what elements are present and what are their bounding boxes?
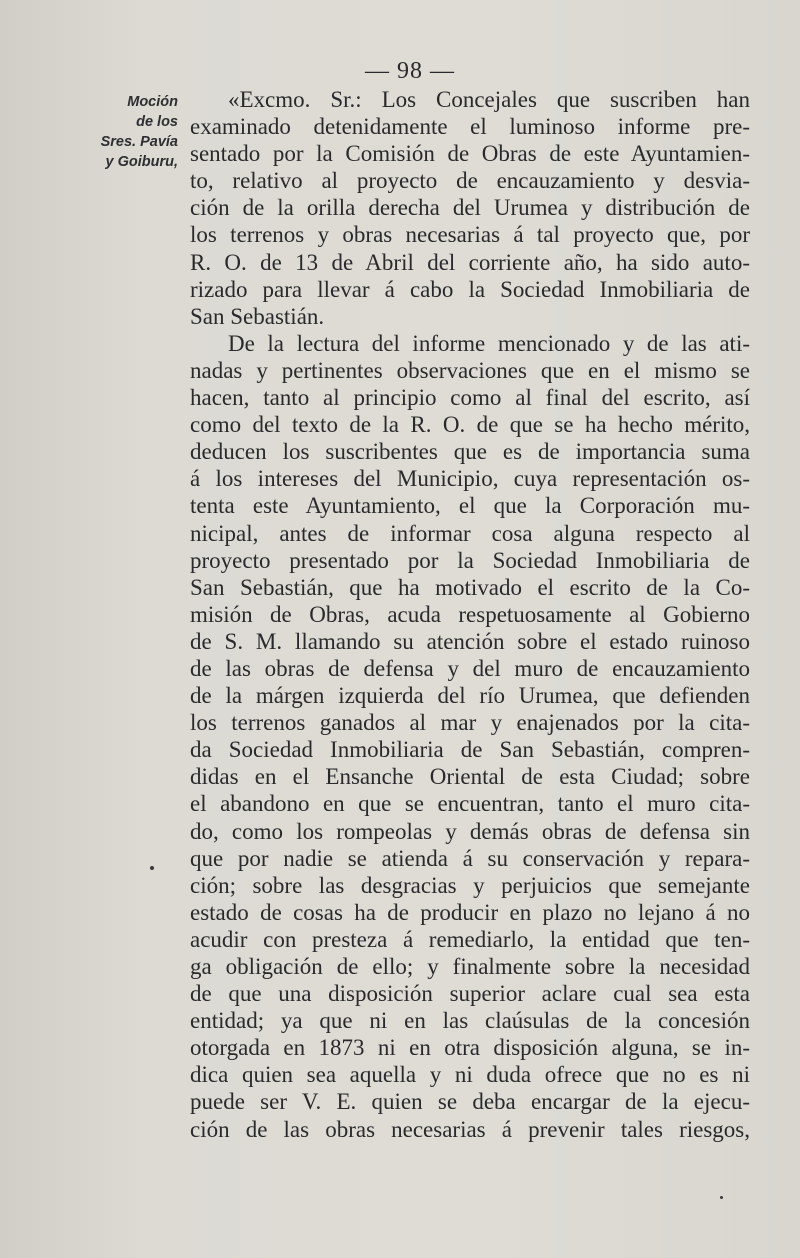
text-line: de las obras de defensa y del muro de encauzamiento (190, 655, 750, 681)
margin-note-line: Sres. Pavía (100, 134, 178, 150)
text-line: do, como los rompeolas y demás obras de defensa sin (190, 818, 750, 844)
text-line: entidad; ya que ni en las claúsulas de la concesión (190, 1008, 750, 1034)
text-line: to, relativo al proyecto de encauzamiento y desvia- (190, 168, 750, 194)
text-line: puede ser V. E. quien se deba encargar de la ejecu- (190, 1089, 750, 1115)
text-line: nadas y pertinentes observaciones que en el mismo se (190, 357, 750, 383)
text-line: didas en el Ensanche Oriental de esta Ciudad; sobre (190, 764, 750, 790)
text-line: estado de cosas ha de producir en plazo no lejano á no (190, 899, 750, 925)
text-line: «Excmo. Sr.: Los Concejales que suscriben han (228, 87, 750, 112)
text-line: como del texto de la R. O. de que se ha hecho mérito, (190, 412, 750, 438)
text-line: de la márgen izquierda del río Urumea, que defienden (190, 683, 750, 709)
text-line: deducen los suscribentes que es de importancia suma (190, 439, 750, 465)
text-line: los terrenos y obras necesarias á tal proyecto que, por (190, 222, 750, 248)
text-line: tenta este Ayuntamiento, el que la Corporación mu- (190, 493, 750, 519)
page-number: — 98 — (365, 58, 455, 84)
text-line: acudir con presteza á remediarlo, la entidad que ten- (190, 926, 750, 952)
text-line: nicipal, antes de informar cosa alguna respecto al (190, 520, 750, 546)
text-line: otorgada en 1873 ni en otra disposición alguna, se in- (190, 1035, 750, 1061)
margin-note-line: Moción (127, 94, 178, 110)
text-line: da Sociedad Inmobiliaria de San Sebastián, compren- (190, 737, 750, 763)
text-line: ga obligación de ello; y finalmente sobre la necesidad (190, 954, 750, 979)
text-line: De la lectura del informe mencionado y de las ati- (228, 330, 750, 356)
text-line: ción de la orilla derecha del Urumea y distribución de (190, 195, 750, 221)
text-line: San Sebastián. (190, 303, 325, 329)
text-line: hacen, tanto al principio como al final del escrito, así (190, 385, 750, 411)
ink-speck (720, 1196, 723, 1199)
text-line: examinado detenidamente el luminoso informe pre- (190, 114, 750, 140)
text-line: el abandono en que se encuentran, tanto el muro cita- (190, 791, 750, 817)
margin-note-line: de los (136, 114, 178, 130)
text-line: ción de las obras necesarias á prevenir tales riesgos, (190, 1116, 750, 1142)
text-line: sentado por la Comisión de Obras de este Ayuntamien- (190, 141, 750, 167)
margin-note-line: y Goiburu, (105, 154, 178, 170)
ink-speck (150, 866, 154, 870)
body-text (190, 86, 750, 1143)
text-line: R. O. de 13 de Abril del corriente año, ha sido auto- (190, 249, 750, 275)
margin-note (60, 92, 178, 172)
text-line: dica quien sea aquella y ni duda ofrece que no es ni (190, 1062, 750, 1088)
text-line: San Sebastián, que ha motivado el escrito de la Co- (190, 574, 750, 600)
text-line: de que una disposición superior aclare cual sea esta (190, 981, 750, 1007)
text-line: que por nadie se atienda á su conservación y repara- (190, 845, 750, 871)
text-line: proyecto presentado por la Sociedad Inmobiliaria de (190, 547, 750, 573)
text-line: rizado para llevar á cabo la Sociedad Inmobiliaria de (190, 276, 750, 302)
text-line: ción; sobre las desgracias y perjuicios que semejante (190, 872, 750, 898)
text-line: á los intereses del Municipio, cuya representación os- (190, 466, 750, 492)
text-line: de S. M. llamando su atención sobre el estado ruinoso (190, 628, 750, 654)
text-line: misión de Obras, acuda respetuosamente al Gobierno (190, 601, 750, 627)
text-line: los terrenos ganados al mar y enajenados por la cita- (190, 710, 750, 736)
